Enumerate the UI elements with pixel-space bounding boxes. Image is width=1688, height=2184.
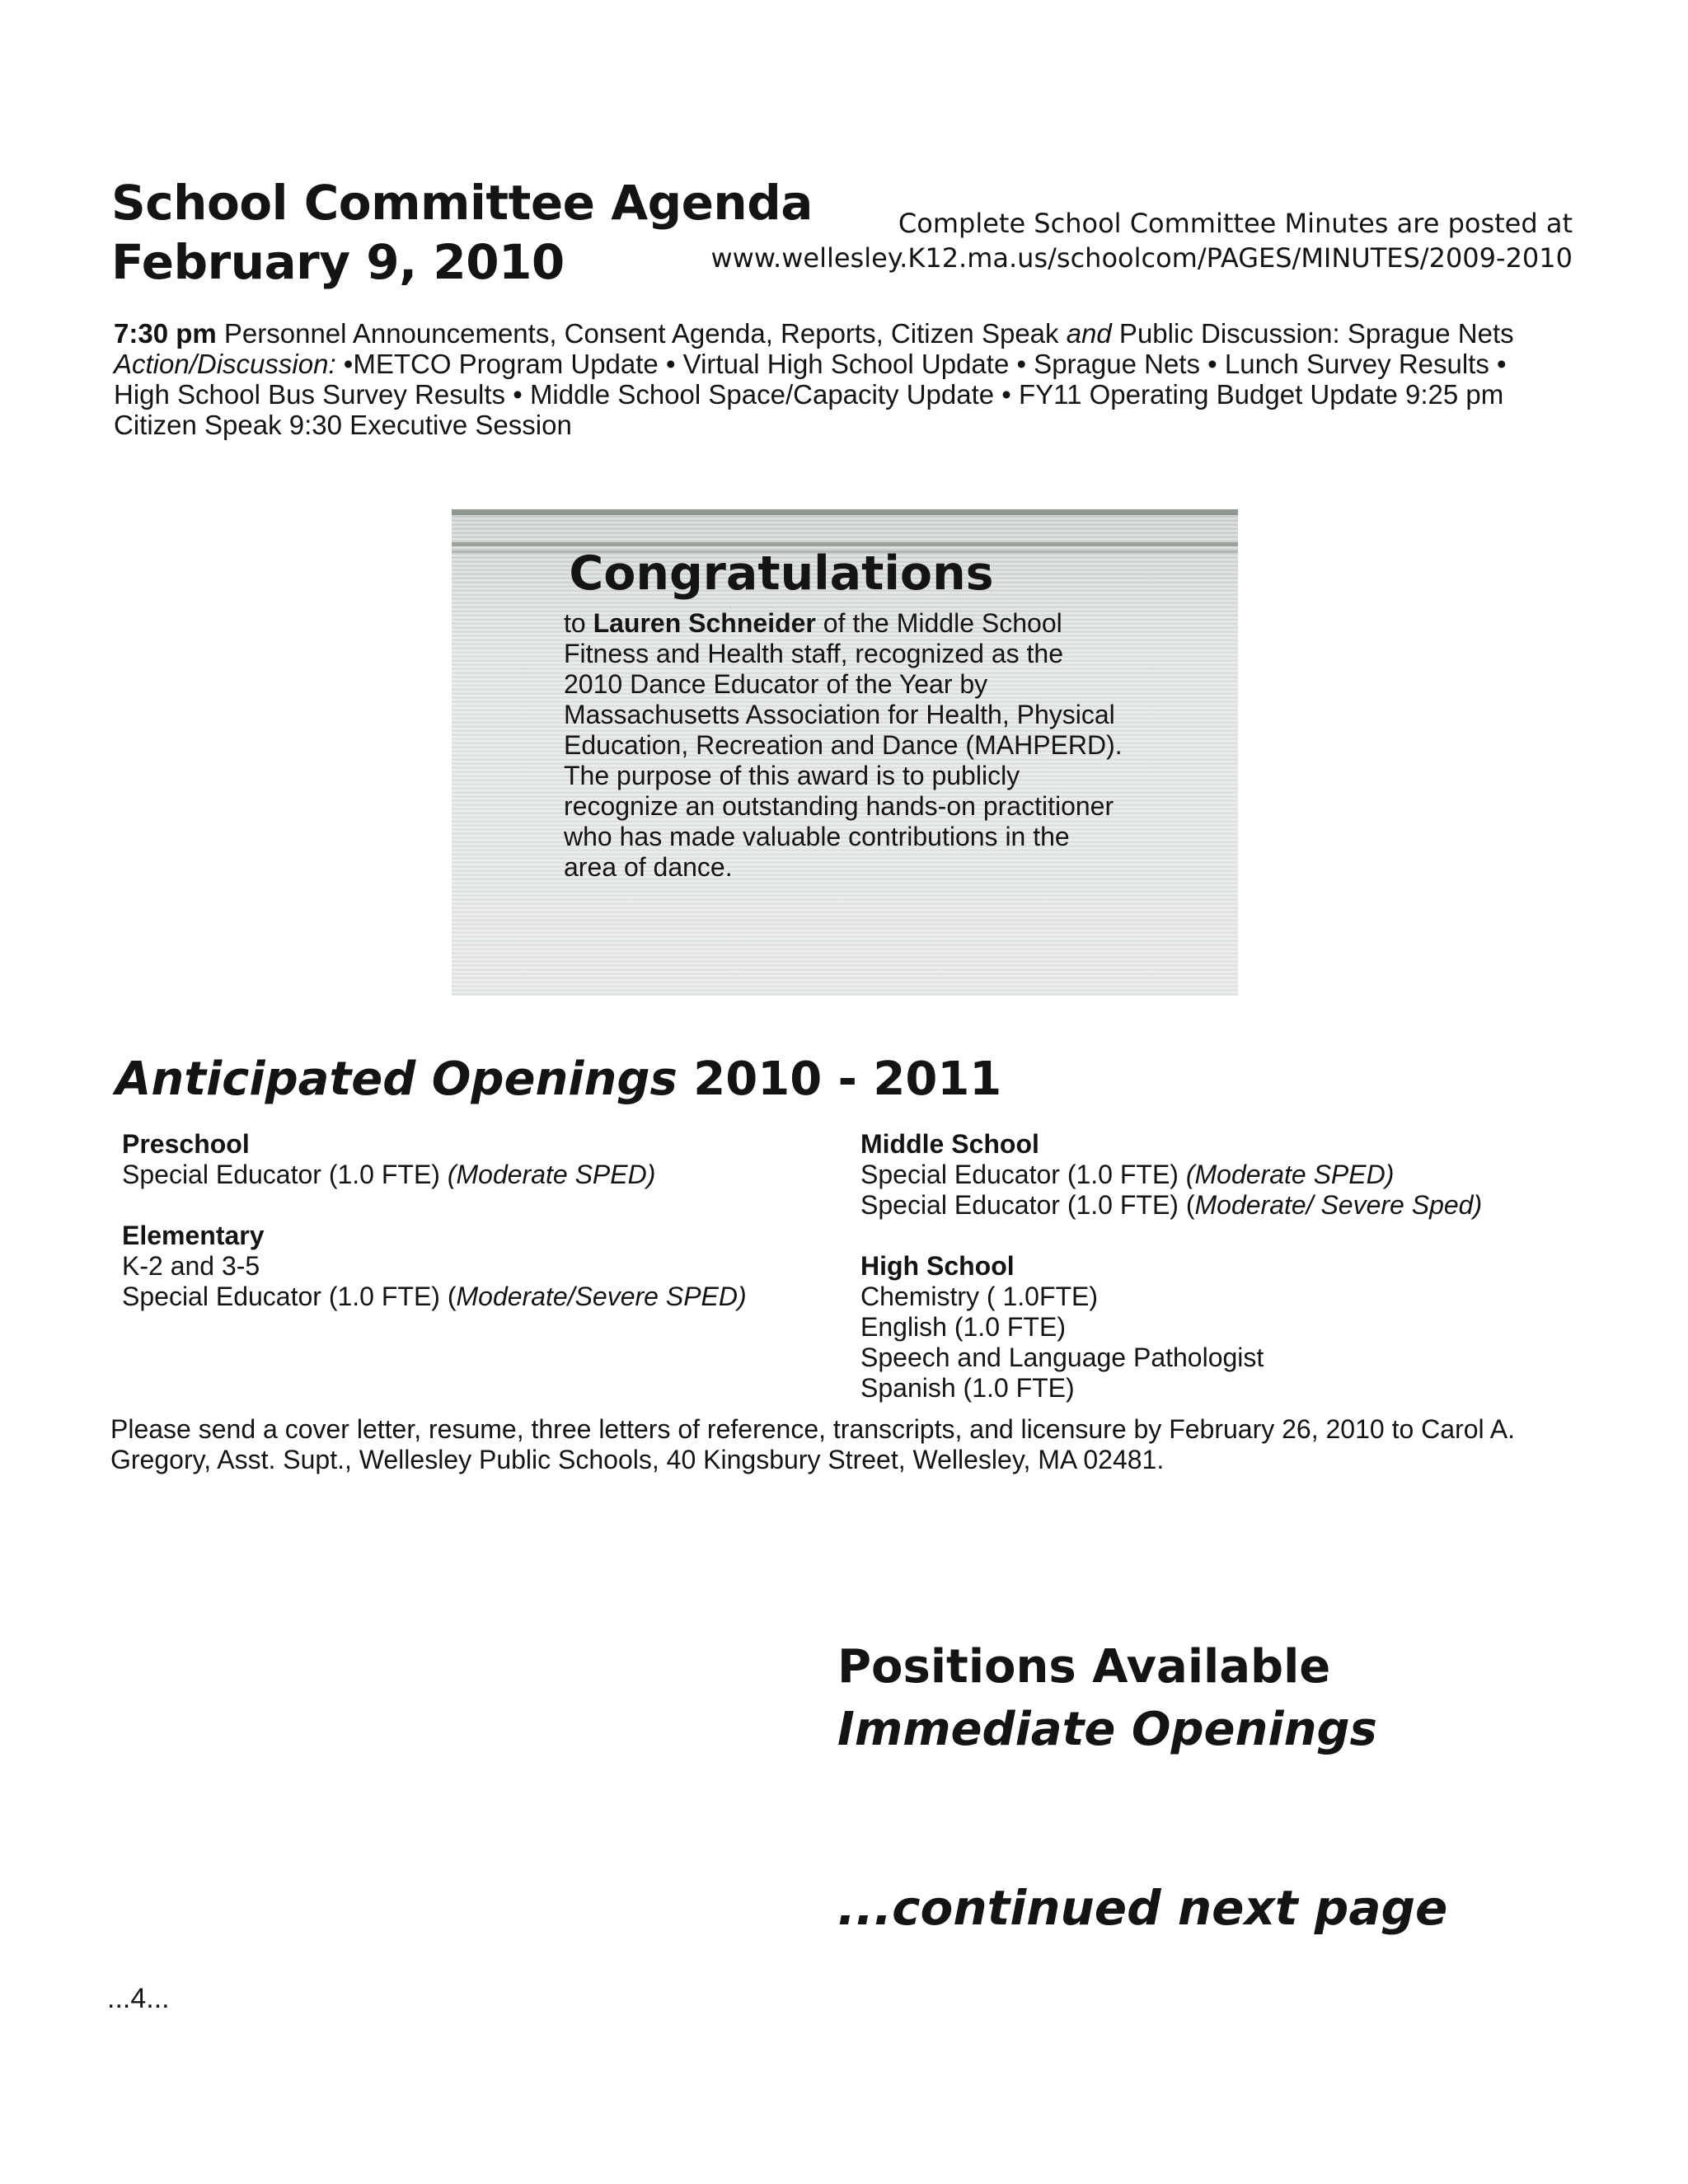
minutes-url: www.wellesley.K12.ma.us/schoolcom/PAGES/MINUTES/2009-2010 — [710, 242, 1573, 274]
immediate-openings: Immediate Openings — [837, 1703, 1377, 1756]
congratulations-heading: Congratulations — [569, 546, 994, 601]
agenda-time: 7:30 pm — [114, 318, 217, 349]
elementary-grades: K-2 and 3-5 — [122, 1251, 260, 1281]
positions-available: Positions Available — [837, 1640, 1331, 1694]
middle-school-position-1: Special Educator (1.0 FTE) (Moderate SPED) — [860, 1160, 1395, 1189]
agenda-text-2: Public Discussion: Sprague Nets — [1111, 318, 1514, 349]
agenda-text-1: Personnel Announcements, Consent Agenda, Reports, Citizen Speak — [216, 318, 1067, 349]
openings-left-column — [122, 1129, 847, 1312]
minutes-note — [710, 206, 1573, 275]
high-school-position: Chemistry ( 1.0FTE) — [860, 1282, 1099, 1311]
preschool-position: Special Educator (1.0 FTE) (Moderate SPED) — [122, 1160, 656, 1189]
honoree-name: Lauren Schneider — [593, 608, 816, 638]
page-number: ...4... — [107, 1983, 170, 2014]
agenda-title-line1: School Committee Agenda — [111, 175, 813, 231]
box-top-rule — [452, 509, 1238, 515]
congratulations-body: of the Middle School Fitness and Health staff, recognized as the 2010 Dance Educator of the Year by Massachusetts Association for Health, Physical Education, Recreation and Dance (MAHPERD). The purpose of this award is to publicly recognize an outstanding hands-on practitioner who has made valuable contributions in the area of dance. — [564, 608, 1123, 882]
continued-next-page: ...continued next page — [837, 1880, 1448, 1936]
preschool-title: Preschool — [122, 1129, 250, 1159]
high-school-position: Speech and Language Pathologist — [860, 1343, 1264, 1372]
openings-heading-italic: Anticipated Openings — [115, 1052, 678, 1106]
minutes-note-text: Complete School Committee Minutes are posted at — [898, 208, 1573, 239]
high-school-position: Spanish (1.0 FTE) — [860, 1373, 1075, 1403]
middle-school-title: Middle School — [860, 1129, 1039, 1159]
openings-heading — [115, 1051, 1001, 1108]
congratulations-box — [452, 509, 1238, 996]
congratulations-intro: to — [564, 608, 593, 638]
congratulations-text — [564, 608, 1124, 883]
agenda-action-label: Action/Discussion: — [114, 349, 336, 379]
agenda-body — [114, 318, 1564, 440]
openings-right-column — [860, 1129, 1602, 1404]
elementary-position: Special Educator (1.0 FTE) (Moderate/Severe SPED) — [122, 1282, 747, 1311]
positions-heading — [837, 1636, 1377, 1761]
middle-school-position-2: Special Educator (1.0 FTE) (Moderate/ Severe Sped) — [860, 1190, 1483, 1220]
agenda-title — [111, 173, 813, 292]
openings-heading-years: 2010 - 2011 — [677, 1052, 1002, 1106]
high-school-position: English (1.0 FTE) — [860, 1312, 1066, 1342]
agenda-text-3: •METCO Program Update • Virtual High School Update • Sprague Nets • Lunch Survey Results • High School Bus Survey Results • Middle School Space/Capacity Update • FY11 Operating Budget Update 9:25 pm Citizen Speak 9:30 Executive Session — [114, 349, 1507, 440]
elementary-title: Elementary — [122, 1221, 265, 1250]
agenda-and: and — [1066, 318, 1112, 349]
agenda-date: February 9, 2010 — [111, 234, 565, 290]
high-school-title: High School — [860, 1251, 1015, 1281]
application-instructions: Please send a cover letter, resume, three letters of reference, transcripts, and licensure by February 26, 2010 to Carol A. Gregory, Asst. Supt., Wellesley Public Schools, 40 Kingsbury Street, Wellesley, MA 02481. — [110, 1414, 1515, 1474]
